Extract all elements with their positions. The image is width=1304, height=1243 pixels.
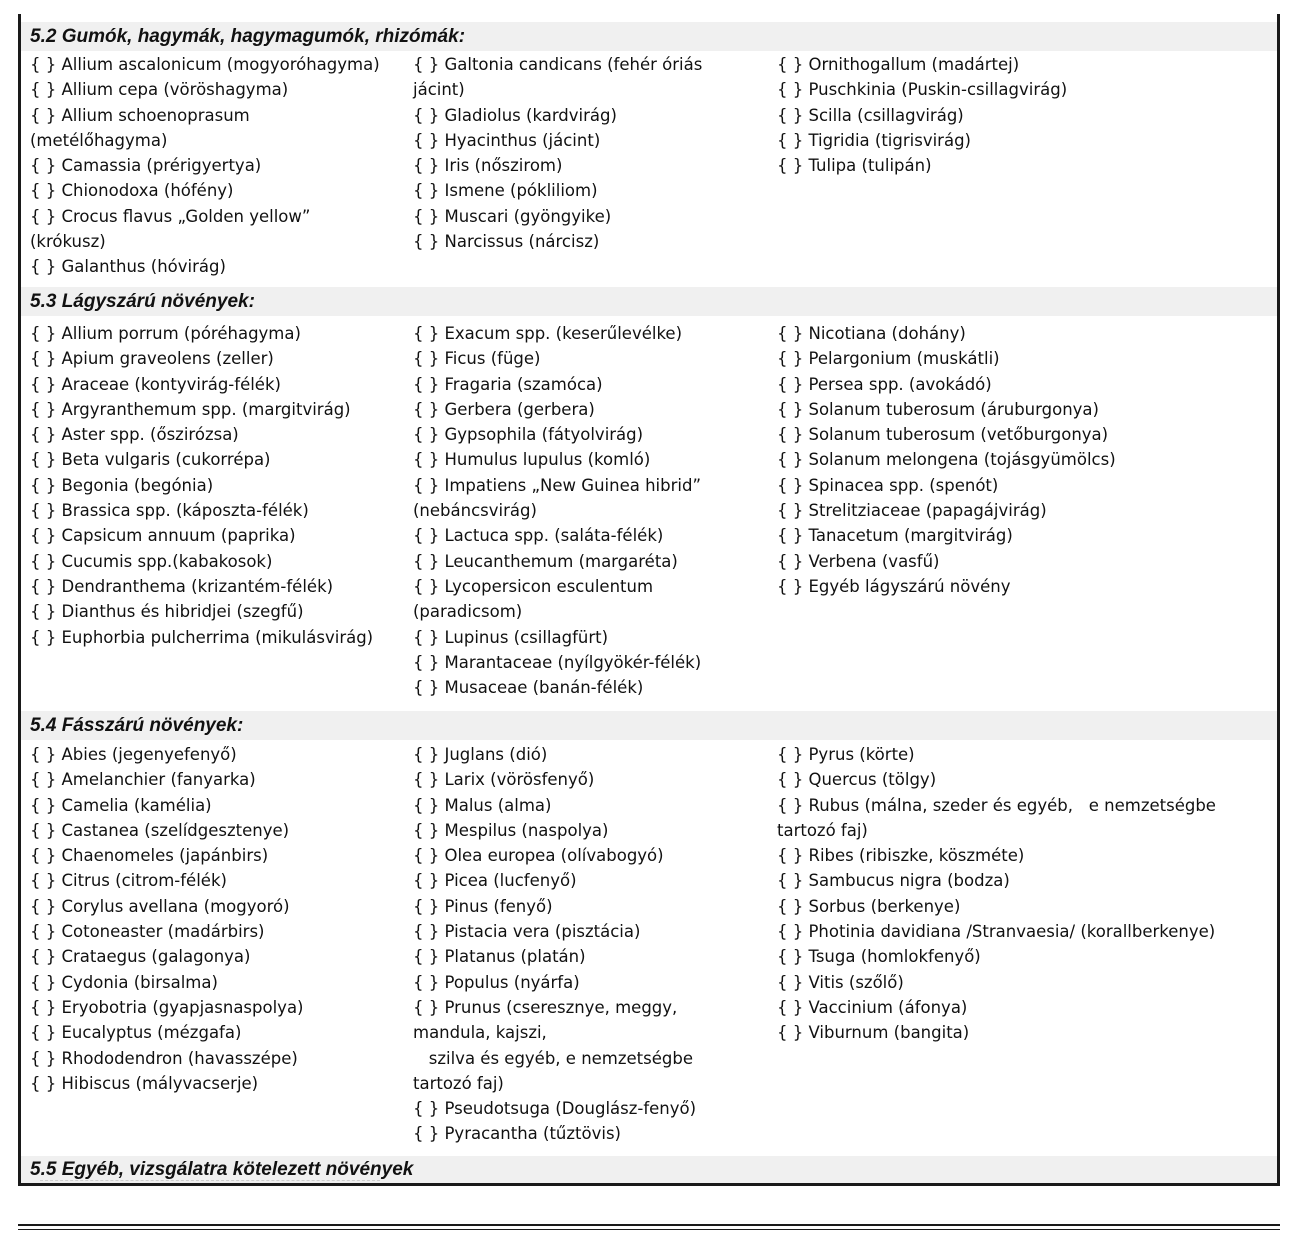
- checkbox-item[interactable]: { } Tigridia (tigrisvirág): [777, 130, 971, 150]
- checkbox-item[interactable]: { } Nicotiana (dohány): [777, 324, 966, 343]
- checkbox-item[interactable]: { } Verbena (vasfű): [777, 551, 940, 571]
- section-5-4-col-3: [777, 742, 1267, 1046]
- section-5-2-heading: 5.2 Gumók, hagymák, hagymagumók, rhizómák:: [21, 22, 1277, 51]
- checkbox-item[interactable]: { } Pseudotsuga (Douglász-fenyő): [413, 1099, 697, 1119]
- checkbox-item[interactable]: { } Galanthus (hóvirág): [30, 257, 226, 277]
- checkbox-item[interactable]: { } Quercus (tölgy): [777, 770, 937, 790]
- section-5-2-col-3: [777, 52, 1267, 178]
- checkbox-item[interactable]: { } Gypsophila (fátyolvirág): [413, 425, 644, 445]
- checkbox-item[interactable]: { } Musaceae (banán-félék): [413, 678, 644, 698]
- checkbox-item[interactable]: { } Pyrus (körte): [777, 745, 915, 764]
- checkbox-item[interactable]: { } Leucanthemum (margaréta): [413, 551, 678, 571]
- checkbox-item[interactable]: { } Apium graveolens (zeller): [30, 349, 274, 369]
- checkbox-item[interactable]: { } Sorbus (berkenye): [777, 896, 961, 916]
- checkbox-item[interactable]: { } Capsicum annuum (paprika): [30, 526, 296, 546]
- checkbox-item[interactable]: { } Humulus lupulus (komló): [413, 450, 651, 470]
- checkbox-item[interactable]: { } Brassica spp. (káposzta-félék): [30, 501, 309, 521]
- checkbox-item[interactable]: { } Viburnum (bangita): [777, 1023, 970, 1043]
- checkbox-item[interactable]: { } Camassia (prérigyertya): [30, 156, 262, 176]
- section-5-3-col-2: [413, 321, 813, 700]
- checkbox-item-continuation: (krókusz): [30, 232, 106, 252]
- section-5-5-heading: 5.5 Egyéb, vizsgálatra kötelezett növények: [21, 1156, 1277, 1183]
- section-5-2-col-2: [413, 52, 813, 254]
- checkbox-item[interactable]: { } Sambucus nigra (bodza): [777, 871, 1010, 891]
- checkbox-item[interactable]: { } Tanacetum (margitvirág): [777, 526, 1013, 546]
- checkbox-item[interactable]: { } Rubus (málna, szeder és egyéb, e nemzetségbe: [777, 795, 1216, 815]
- checkbox-item[interactable]: { } Camelia (kamélia): [30, 795, 212, 815]
- checkbox-item[interactable]: { } Prunus (cseresznye, meggy,: [413, 997, 678, 1017]
- checkbox-item[interactable]: { } Citrus (citrom-félék): [30, 871, 227, 891]
- checkbox-item[interactable]: { } Cotoneaster (madárbirs): [30, 922, 265, 942]
- checkbox-item[interactable]: { } Narcissus (nárcisz): [413, 232, 600, 252]
- checkbox-item[interactable]: { } Rhododendron (havasszépe): [30, 1048, 298, 1068]
- checkbox-item[interactable]: { } Pistacia vera (pisztácia): [413, 922, 641, 942]
- checkbox-item[interactable]: { } Vitis (szőlő): [777, 972, 904, 992]
- checkbox-item[interactable]: { } Ficus (füge): [413, 349, 541, 369]
- checkbox-item[interactable]: { } Amelanchier (fanyarka): [30, 770, 256, 790]
- checkbox-item-continuation: tartozó faj): [777, 820, 868, 840]
- checkbox-item[interactable]: { } Solanum tuberosum (áruburgonya): [777, 399, 1099, 419]
- checkbox-item[interactable]: { } Hibiscus (mályvacserje): [30, 1073, 259, 1093]
- checkbox-item[interactable]: { } Ismene (pókliliom): [413, 181, 598, 201]
- checkbox-item[interactable]: { } Olea europea (olívabogyó): [413, 846, 664, 866]
- checkbox-item[interactable]: { } Iris (nőszirom): [413, 156, 563, 176]
- checkbox-item[interactable]: { } Exacum spp. (keserűlevélke): [413, 324, 683, 343]
- checkbox-item[interactable]: { } Vaccinium (áfonya): [777, 997, 968, 1017]
- plant-checklist-form: [18, 14, 1280, 1186]
- checkbox-item[interactable]: { } Lactuca spp. (saláta-félék): [413, 526, 664, 546]
- section-5-3-heading: 5.3 Lágyszárú növények:: [21, 287, 1277, 316]
- checkbox-item[interactable]: { } Chaenomeles (japánbirs): [30, 846, 269, 866]
- checkbox-item[interactable]: { } Pinus (fenyő): [413, 896, 553, 916]
- checkbox-item[interactable]: { } Mespilus (naspolya): [413, 820, 609, 840]
- checkbox-item[interactable]: { } Malus (alma): [413, 795, 552, 815]
- checkbox-item[interactable]: { } Galtonia candicans (fehér óriás: [413, 55, 703, 74]
- checkbox-item[interactable]: { } Cucumis spp.(kabakosok): [30, 551, 273, 571]
- checkbox-item[interactable]: { } Muscari (gyöngyike): [413, 206, 612, 226]
- checkbox-item[interactable]: { } Fragaria (szamóca): [413, 374, 603, 394]
- checkbox-item[interactable]: { } Populus (nyárfa): [413, 972, 580, 992]
- checkbox-item[interactable]: { } Gladiolus (kardvirág): [413, 105, 617, 125]
- checkbox-item[interactable]: { } Aster spp. (őszirózsa): [30, 425, 239, 445]
- checkbox-item[interactable]: { } Tulipa (tulipán): [777, 156, 932, 176]
- section-5-3-col-1: [30, 321, 430, 650]
- checkbox-item[interactable]: { } Pelargonium (muskátli): [777, 349, 1000, 369]
- checkbox-item[interactable]: { } Persea spp. (avokádó): [777, 374, 992, 394]
- checkbox-item-continuation: jácint): [413, 80, 465, 100]
- checkbox-item[interactable]: { } Begonia (begónia): [30, 475, 214, 495]
- checkbox-item[interactable]: { } Photinia davidiana /Stranvaesia/ (korallberkenye): [777, 922, 1216, 942]
- checkbox-item[interactable]: { } Picea (lucfenyő): [413, 871, 577, 891]
- checkbox-item[interactable]: { } Castanea (szelídgesztenye): [30, 820, 290, 840]
- checkbox-item[interactable]: { } Solanum tuberosum (vetőburgonya): [777, 425, 1109, 445]
- checkbox-item[interactable]: { } Solanum melongena (tojásgyümölcs): [777, 450, 1116, 470]
- checkbox-item[interactable]: { } Cydonia (birsalma): [30, 972, 218, 992]
- checkbox-item[interactable]: { } Allium schoenoprasum: [30, 105, 250, 125]
- checkbox-item[interactable]: { } Juglans (dió): [413, 745, 548, 764]
- checkbox-item-continuation: mandula, kajszi,: [413, 1023, 547, 1043]
- checkbox-item[interactable]: { } Tsuga (homlokfenyő): [777, 947, 981, 967]
- checkbox-item[interactable]: { } Abies (jegenyefenyő): [30, 745, 237, 764]
- checkbox-item[interactable]: { } Hyacinthus (jácint): [413, 130, 601, 150]
- checkbox-item[interactable]: { } Argyranthemum spp. (margitvirág): [30, 399, 351, 419]
- section-5-4-col-1: [30, 742, 430, 1096]
- checkbox-item[interactable]: { } Dendranthema (krizantém-félék): [30, 576, 334, 596]
- checkbox-item[interactable]: { } Lycopersicon esculentum: [413, 576, 654, 596]
- section-5-3-col-3: [777, 321, 1267, 599]
- checkbox-item[interactable]: { } Ornithogallum (madártej): [777, 55, 1020, 74]
- checkbox-item[interactable]: { } Platanus (platán): [413, 947, 586, 967]
- checkbox-item[interactable]: { } Pyracantha (tűztövis): [413, 1124, 621, 1144]
- checkbox-item[interactable]: { } Chionodoxa (hófény): [30, 181, 234, 201]
- checkbox-item[interactable]: { } Allium porrum (póréhagyma): [30, 324, 301, 343]
- checkbox-item-continuation: (paradicsom): [413, 602, 523, 622]
- faint-divider: [40, 1180, 380, 1181]
- checkbox-item[interactable]: { } Impatiens „New Guinea hibrid”: [413, 475, 701, 495]
- checkbox-item[interactable]: { } Gerbera (gerbera): [413, 399, 595, 419]
- checkbox-item[interactable]: { } Beta vulgaris (cukorrépa): [30, 450, 271, 470]
- section-5-4-heading: 5.4 Fásszárú növények:: [21, 711, 1277, 740]
- checkbox-item[interactable]: { } Strelitziaceae (papagájvirág): [777, 501, 1047, 521]
- checkbox-item[interactable]: { } Dianthus és hibridjei (szegfű): [30, 602, 304, 622]
- checkbox-item-continuation: tartozó faj): [413, 1073, 504, 1093]
- page-bottom-rule: [18, 1224, 1280, 1230]
- checkbox-item[interactable]: { } Allium cepa (vöröshagyma): [30, 80, 289, 100]
- checkbox-item-continuation: (metélőhagyma): [30, 130, 168, 150]
- section-5-2-col-1: [30, 52, 430, 280]
- checkbox-item-continuation: (nebáncsvirág): [413, 501, 537, 521]
- checkbox-item[interactable]: { } Araceae (kontyvirág-félék): [30, 374, 281, 394]
- checkbox-item[interactable]: { } Allium ascalonicum (mogyoróhagyma): [30, 55, 380, 74]
- checkbox-item[interactable]: { } Lupinus (csillagfürt): [413, 627, 609, 647]
- checkbox-item[interactable]: { } Eucalyptus (mézgafa): [30, 1023, 242, 1043]
- checkbox-item[interactable]: { } Puschkinia (Puskin-csillagvirág): [777, 80, 1068, 100]
- checkbox-item[interactable]: { } Spinacea spp. (spenót): [777, 475, 999, 495]
- checkbox-item[interactable]: { } Scilla (csillagvirág): [777, 105, 964, 125]
- checkbox-item[interactable]: { } Larix (vörösfenyő): [413, 770, 595, 790]
- checkbox-item[interactable]: { } Crocus flavus „Golden yellow”: [30, 206, 311, 226]
- checkbox-item-continuation: szilva és egyéb, e nemzetségbe: [413, 1048, 693, 1068]
- checkbox-item[interactable]: { } Crataegus (galagonya): [30, 947, 251, 967]
- checkbox-item[interactable]: { } Corylus avellana (mogyoró): [30, 896, 290, 916]
- checkbox-item[interactable]: { } Eryobotria (gyapjasnaspolya): [30, 997, 304, 1017]
- checkbox-item[interactable]: { } Euphorbia pulcherrima (mikulásvirág): [30, 627, 374, 647]
- checkbox-item[interactable]: { } Ribes (ribiszke, köszméte): [777, 846, 1025, 866]
- checkbox-item[interactable]: { } Marantaceae (nyílgyökér-félék): [413, 652, 702, 672]
- checkbox-item[interactable]: { } Egyéb lágyszárú növény: [777, 576, 1011, 596]
- section-5-4-col-2: [413, 742, 813, 1147]
